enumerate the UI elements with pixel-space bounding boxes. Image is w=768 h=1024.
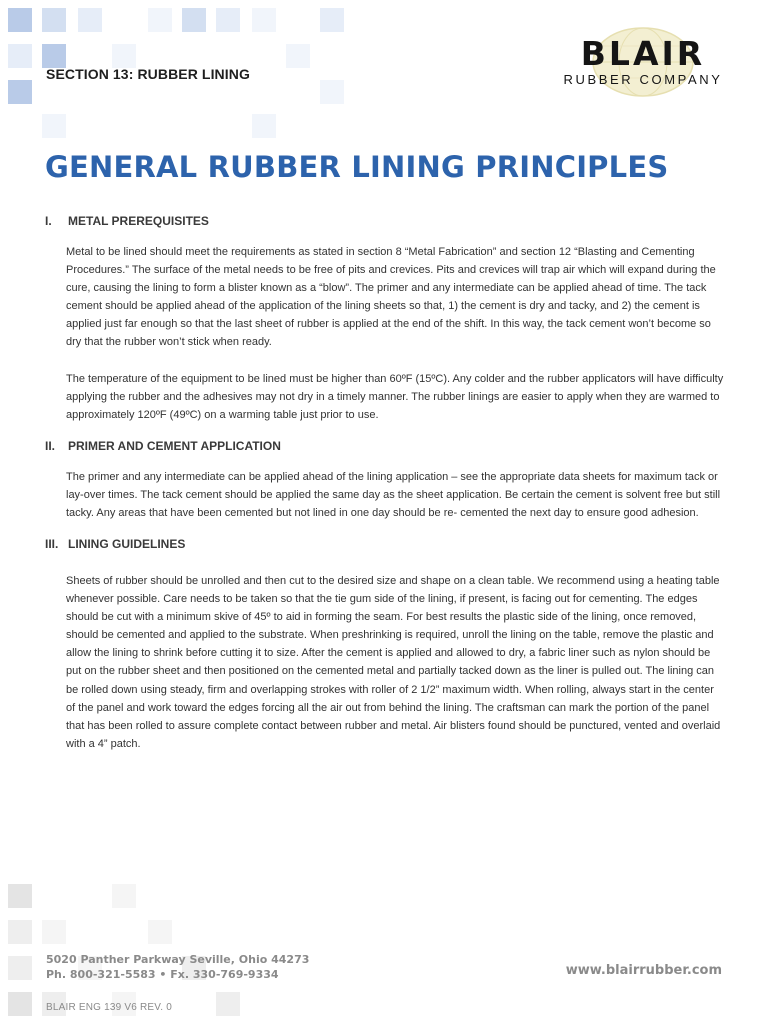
paragraph: The primer and any intermediate can be applied ahead of the lining application – see the appropriate data sheets for maximum tack or lay-over times. The tack cement should be applied the same day as the sheet application. Be certain the cement is solvent free but still tacky. Any areas that have been cemented but not lined in one day should be re- cemented the next day to ensure good adhesion. (66, 471, 721, 520)
document-code: BLAIR ENG 139 V6 REV. 0 (46, 1002, 172, 1013)
section-heading-text: LINING GUIDELINES (68, 537, 186, 551)
section-heading-primer-cement (45, 439, 281, 453)
section-heading-metal-prerequisites (45, 214, 209, 228)
footer-address: 5020 Panther Parkway Seville, Ohio 44273 (46, 953, 310, 966)
logo-subtitle: RUBBER COMPANY (563, 72, 723, 87)
section-number: II. (45, 439, 56, 453)
company-logo (548, 26, 738, 98)
paragraph: The temperature of the equipment to be lined must be higher than 60ºF (15ºC). Any colder and the rubber applicators will have difficulty applying the rubber and the adhesives may not dry in a timely manner. The rubber linings are easier to apply when they are warmed to approximately 120ºF (49ºC) on a warming table just prior to use. (66, 373, 724, 422)
section-number: III. (45, 537, 59, 551)
section-heading-text: PRIMER AND CEMENT APPLICATION (68, 439, 281, 453)
page-title: GENERAL RUBBER LINING PRINCIPLES (45, 150, 669, 184)
logo-wordmark: BLAIR (580, 34, 706, 73)
footer-website-link[interactable]: www.blairrubber.com (565, 963, 722, 978)
footer-contact (46, 952, 309, 982)
section-heading-text: METAL PREREQUISITES (68, 214, 209, 228)
footer-phone: Ph. 800-321-5583 • Fx. 330-769-9334 (46, 968, 279, 981)
section-heading-lining-guidelines (45, 537, 185, 551)
paragraph: Metal to be lined should meet the requirements as stated in section 8 “Metal Fabrication” and section 12 “Blasting and Cementing Procedures.” The surface of the metal needs to be free of pits and crevices. Pits and crevices will trap air which will expand during the cure, causing the lining to form a blister known as a “blow”. The primer and any intermediate can be applied ahead of time. The tack cement should be applied ahead of the application of the lining sheets so that, 1) the cement is dry and tacky, and 2) the cement is applied just far enough so that the last sheet of rubber is applied at the end of the shift. In this way, the tack cement won’t become so dry that the rubber won’t stick when ready. (66, 246, 716, 349)
section-title: SECTION 13: RUBBER LINING (46, 66, 250, 82)
section-number: I. (45, 214, 52, 228)
paragraph: Sheets of rubber should be unrolled and then cut to the desired size and shape on a clean table. We recommend using a heating table whenever possible. Care needs to be taken so that the tie gum side of the lining, if present, is facing out for cementing. The edges should be cut with a minimum skive of 45º to aid in forming the seam. For best results the plastic side of the lining, once removed, should be cemented and applied to the substrate. When preshrinking is required, unroll the lining on the table, remove the plastic and allow the lining to shrink before cutting it to size. After the cement is applied and allowed to dry, a fabric liner such as nylon should be put on the rubber sheet and then positioned on the cemented metal and partially tacked down as the liner is pulled out. The lining can be rolled down using steady, firm and overlapping strokes with roller of 2 1/2” maximum width. When rolling, always start in the center of the panel and work toward the edges forcing all the air out from behind the lining. The craftsman can mark the portion of the panel that has been rolled to assure complete contact between rubber and metal. Air blisters found should be punctured, vented and overlaid with a 4” patch. (66, 575, 721, 750)
